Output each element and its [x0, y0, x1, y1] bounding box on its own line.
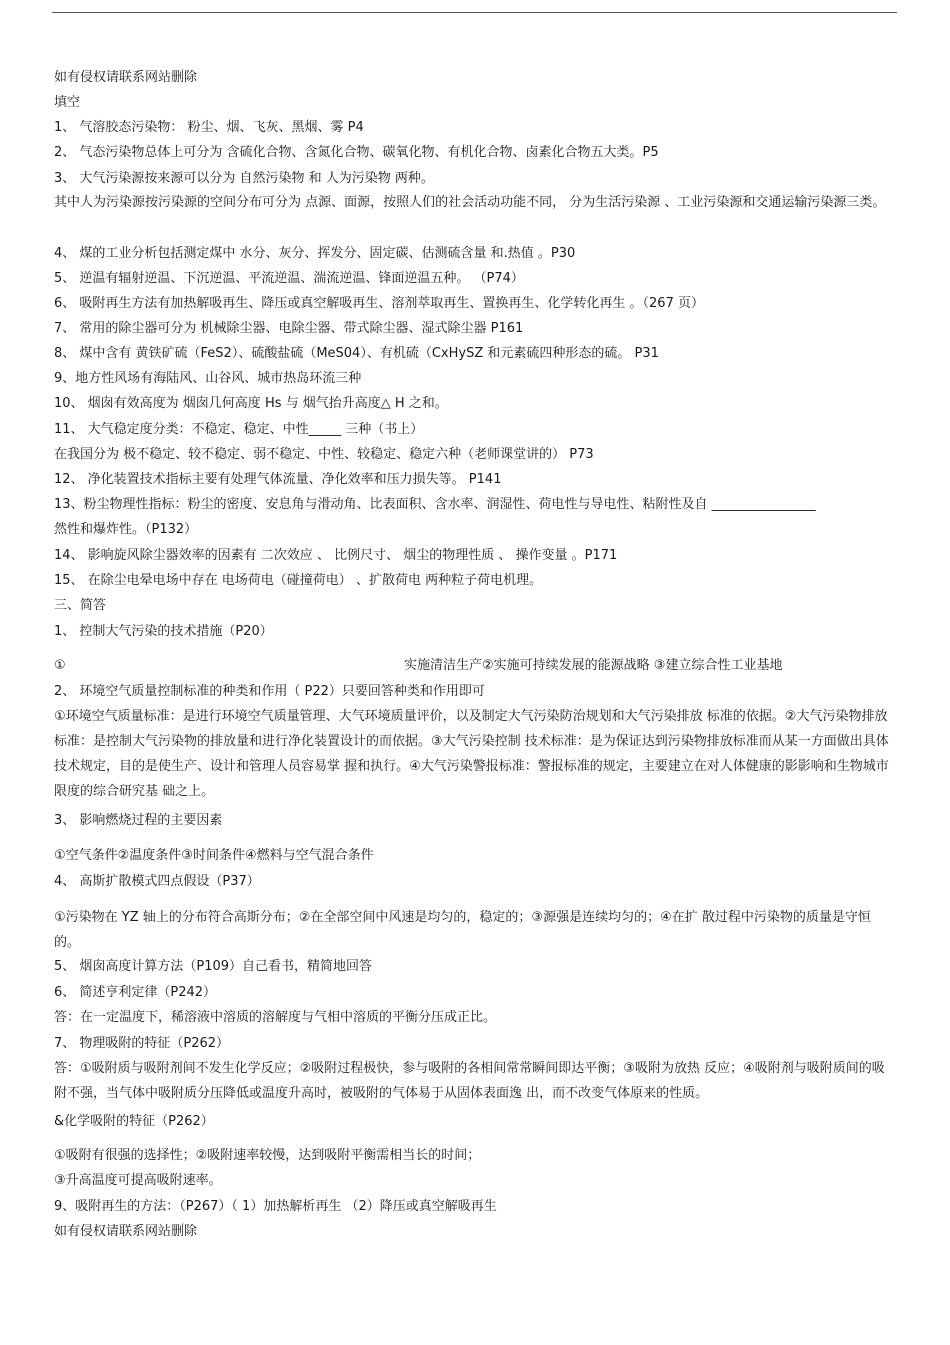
fill-item-9: 9、地方性风场有海陆风、山谷风、城市热岛环流三种 [54, 371, 362, 386]
fill-item-14: 14、 影响旋风除尘器效率的因素有 二次效应 、 比例尺寸、 烟尘的物理性质 、 操作变量 。P171 [54, 548, 618, 563]
short-question-2: 2、 环境空气质量控制标准的种类和作用（ P22）只要回答种类和作用即可 [54, 684, 485, 699]
short-question-1: 1、 控制大气污染的技术措施（P20） [54, 624, 273, 639]
short-answer-3: ①空气条件②温度条件③时间条件④燃料与空气混合条件 [54, 848, 374, 863]
short-question-3: 3、 影响燃烧过程的主要因素 [54, 813, 223, 828]
fill-item-13: 13、粉尘物理性指标：粉尘的密度、安息角与滑动角、比表面积、含水率、润湿性、荷电性与导电性、粘附性及自 ________________ [54, 497, 816, 512]
short-question-5: 5、 烟囱高度计算方法（P109）自己看书，精简地回答 [54, 959, 373, 974]
fill-item-13-continued: 然性和爆炸性。（P132） [54, 522, 198, 537]
short-answer-7: 答：①吸附质与吸附剂间不发生化学反应；②吸附过程极快，参与吸附的各相间常常瞬间即达平衡；③吸附为放热 反应；④吸附剂与吸附质间的吸附不强，当气体中吸附质分压降低或温度升高时，被吸附的气体易于从固体表面逸 出，而不改变气体原来的性质。 [54, 1061, 885, 1101]
fill-item-1: 1、 气溶胶态污染物： 粉尘、烟、飞灰、黑烟、雾 P4 [54, 120, 364, 135]
fill-item-12: 12、 净化装置技术指标主要有处理气体流量、净化效率和压力损失等。 P141 [54, 472, 502, 487]
fill-item-10: 10、 烟囱有效高度为 烟囱几何高度 Hs 与 烟气抬升高度△ H 之和。 [54, 396, 448, 411]
short-question-7: 7、 物理吸附的特征（P262） [54, 1036, 230, 1051]
fill-item-3: 3、 大气污染源按来源可以分为 自然污染物 和 人为污染物 两种。 [54, 171, 434, 186]
fill-item-3-continued: 其中人为污染源按污染源的空间分布可分为 点源、面源，按照人们的社会活动功能不同， 分为生活污染源 、工业污染源和交通运输污染源三类。 [54, 195, 886, 210]
section-heading-fill-in: 填空 [54, 95, 81, 110]
section-heading-short-answer: 三、简答 [54, 598, 107, 613]
short-question-6: 6、 简述亨利定律（P242） [54, 985, 217, 1000]
short-question-8: &化学吸附的特征（P262） [54, 1114, 214, 1129]
fill-item-4: 4、 煤的工业分析包括测定煤中 水分、灰分、挥发分、固定碳、估测硫含量 和.热值 。P30 [54, 246, 576, 261]
short-question-4: 4、 高斯扩散模式四点假设（P37） [54, 874, 260, 889]
top-rule [52, 12, 897, 13]
short-answer-2: ①环境空气质量标准：是进行环境空气质量管理、大气环境质量评价，以及制定大气污染防治规划和大气污染排放 标准的依据。②大气污染物排放标准：是控制大气污染物的排放量和进行净化装置设计的而依据。③大气污染控制 技术标准：是为保证达到污染物排放标准而从某一方面做出具体技术规定，目的是使生产、设计和管理人员容易掌 握和执行。④大气污染警报标准：警报标准的规定，主要建立在对人体健康的影影响和生物城市限度的综合研究基 础之上。 [54, 709, 889, 799]
short-answer-8-line-2: ③升高温度可提高吸附速率。 [54, 1173, 222, 1188]
fill-item-5: 5、 逆温有辐射逆温、下沉逆温、平流逆温、湍流逆温、锋面逆温五种。 （P74） [54, 271, 524, 286]
short-answer-6: 答：在一定温度下，稀溶液中溶质的溶解度与气相中溶质的平衡分压成正比。 [54, 1010, 497, 1025]
fill-item-2: 2、 气态污染物总体上可分为 含硫化合物、含氮化合物、碳氧化物、有机化合物、卤素化合物五大类。P5 [54, 145, 659, 160]
short-answer-4: ①污染物在 YZ 轴上的分布符合高斯分布；②在全部空间中风速是均匀的，稳定的；③源强是连续均匀的；④在扩 散过程中污染物的质量是守恒的。 [54, 910, 871, 950]
short-answer-1-marker: ① [54, 658, 66, 673]
fill-item-11: 11、 大气稳定度分类：不稳定、稳定、中性_____ 三种（书上） [54, 422, 424, 437]
fill-item-11-continued: 在我国分为 极不稳定、较不稳定、弱不稳定、中性、较稳定、稳定六种（老师课堂讲的） P73 [54, 447, 594, 462]
fill-item-8: 8、 煤中含有 黄铁矿硫（FeS2）、硫酸盐硫（MeS04）、有机硫（CxHySZ 和元素硫四种形态的硫。 P31 [54, 346, 659, 361]
fill-item-6: 6、 吸附再生方法有加热解吸再生、降压或真空解吸再生、溶剂萃取再生、置换再生、化学转化再生 。（267 页） [54, 296, 704, 311]
copyright-notice-bottom: 如有侵权请联系网站删除 [54, 1224, 198, 1239]
short-answer-8-line-1: ①吸附有很强的选择性；②吸附速率较慢，达到吸附平衡需相当长的时间； [54, 1148, 481, 1163]
short-answer-1: 实施清洁生产②实施可持续发展的能源战略 ③建立综合性工业基地 [404, 658, 783, 673]
copyright-notice-top: 如有侵权请联系网站删除 [54, 70, 198, 85]
fill-item-7: 7、 常用的除尘器可分为 机械除尘器、电除尘器、带式除尘器、湿式除尘器 P161 [54, 321, 524, 336]
fill-item-15: 15、 在除尘电晕电场中存在 电场荷电（碰撞荷电） 、扩散荷电 两种粒子荷电机理。 [54, 573, 543, 588]
short-question-9: 9、吸附再生的方法：（P267）（ 1）加热解析再生 （2）降压或真空解吸再生 [54, 1199, 497, 1214]
